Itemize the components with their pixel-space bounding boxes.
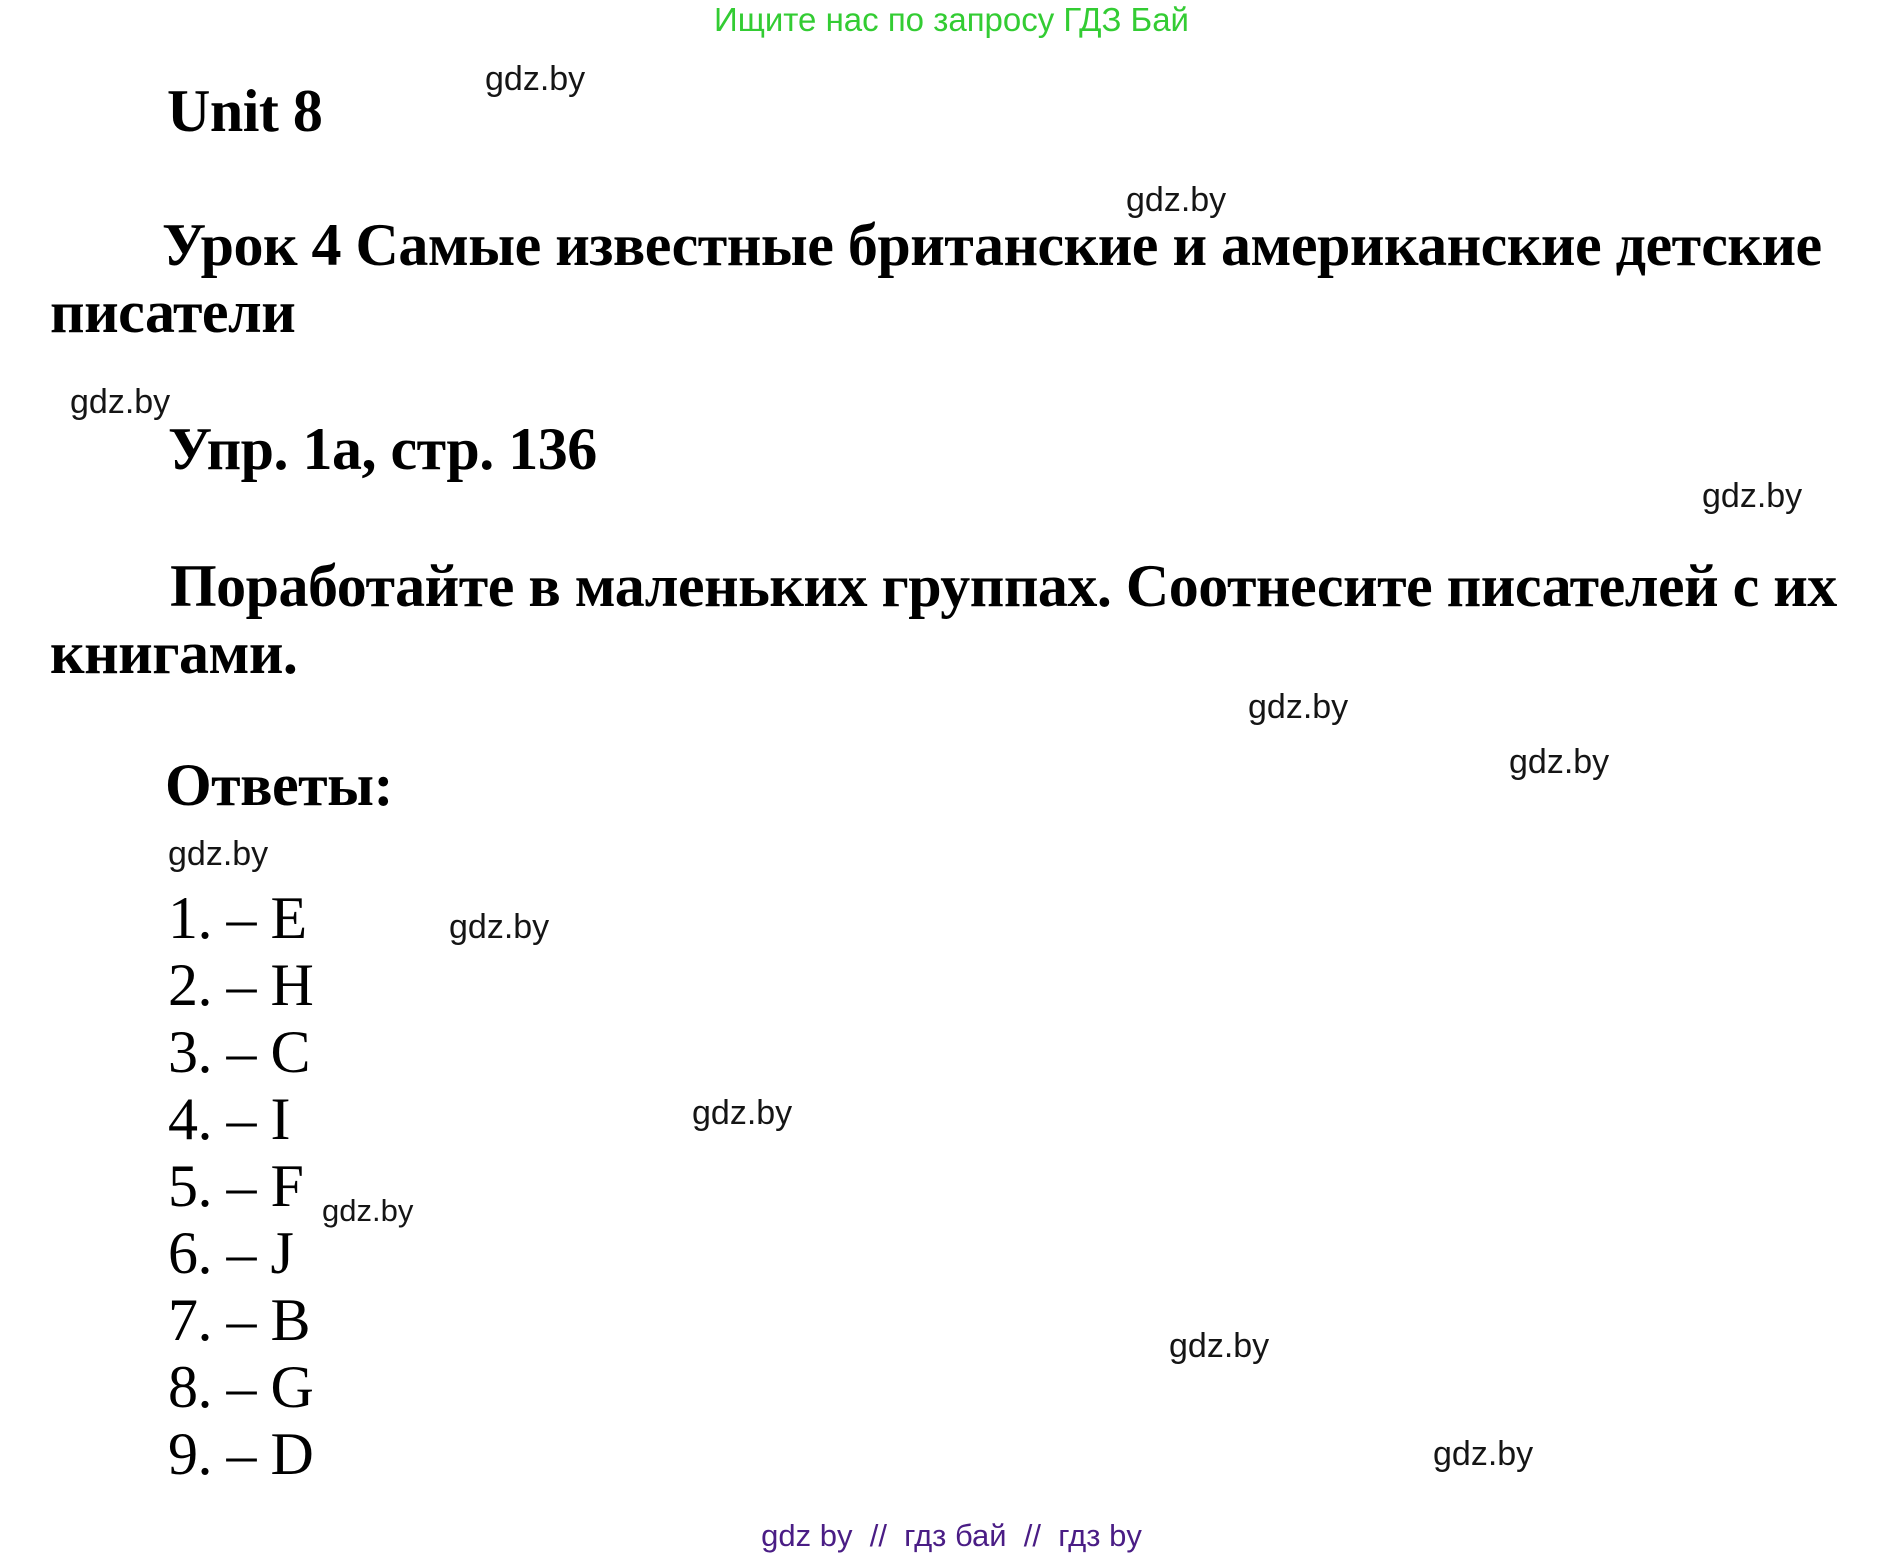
answer-row-9: 9. – D (168, 1421, 314, 1487)
lesson-title (50, 212, 1822, 346)
answers-list (168, 885, 313, 1488)
gdz-watermark: gdz.by (1126, 181, 1227, 219)
gdz-watermark: gdz.by (1248, 688, 1349, 726)
answers-label: Ответы: (165, 752, 393, 818)
answer-row-6: 6. – J (168, 1220, 294, 1286)
lesson-title-line-1: Урок 4 Самые известные британские и американские детские (162, 212, 1822, 278)
promo-banner: Ищите нас по запросу ГДЗ Бай (714, 1, 1189, 38)
answer-row-7: 7. – B (168, 1287, 311, 1353)
answer-row-3: 3. – C (168, 1019, 311, 1085)
exercise-title: Упр. 1а, стр. 136 (168, 416, 597, 482)
gdz-watermark: gdz.by (1702, 477, 1803, 515)
gdz-watermark: gdz.by (1433, 1435, 1534, 1473)
gdz-watermark: gdz.by (70, 383, 171, 421)
gdz-watermark: gdz.by (1169, 1327, 1270, 1365)
unit-title: Unit 8 (167, 78, 323, 144)
gdz-watermark: gdz.by (322, 1193, 414, 1228)
site-footer: gdz by // гдз бай // гдз by (761, 1518, 1142, 1553)
answer-row-5: 5. – F (168, 1153, 304, 1219)
answer-row-1: 1. – E (168, 885, 307, 951)
gdz-watermark: gdz.by (168, 835, 269, 873)
task-text-line-1: Поработайте в маленьких группах. Соотнесите писателей с их (170, 553, 1837, 619)
task-text (50, 553, 1837, 687)
gdz-watermark: gdz.by (485, 60, 586, 98)
answer-row-2: 2. – H (168, 952, 314, 1018)
gdz-watermark: gdz.by (692, 1094, 793, 1132)
gdz-watermark: gdz.by (449, 908, 550, 946)
answer-row-8: 8. – G (168, 1354, 314, 1420)
gdz-watermark: gdz.by (1509, 743, 1610, 781)
answer-row-4: 4. – I (168, 1086, 290, 1152)
task-text-line-2: книгами. (50, 620, 298, 686)
lesson-title-line-2: писатели (50, 279, 296, 345)
